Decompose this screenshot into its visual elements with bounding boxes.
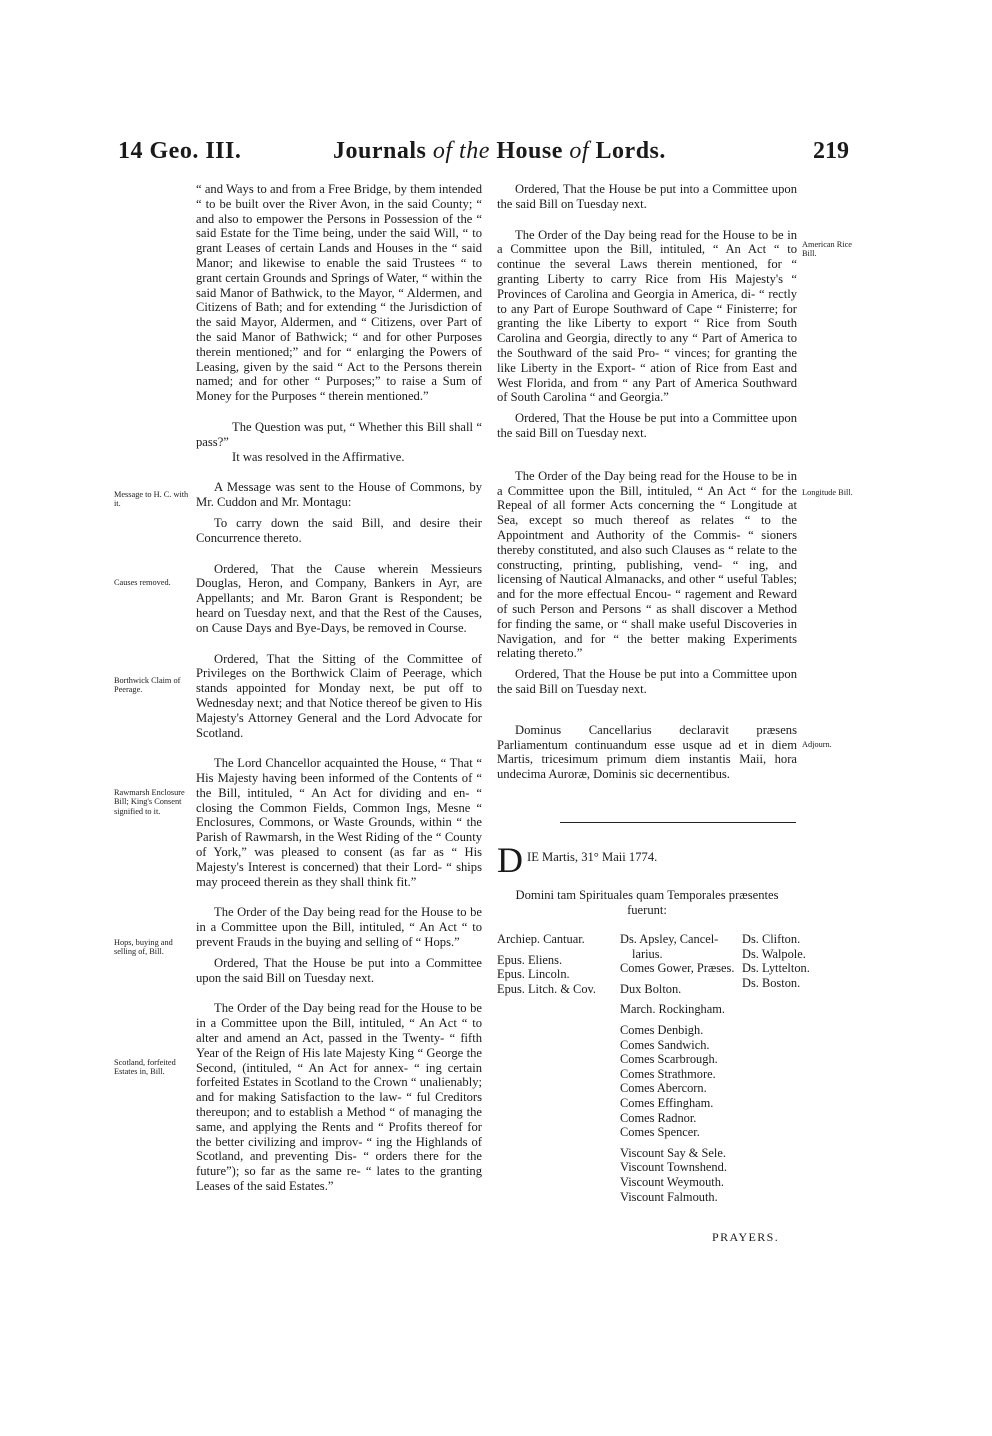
right-column xyxy=(497,182,797,782)
attendee: larius. xyxy=(632,946,663,961)
margin-note-borthwick: Borthwick Claim of Peerage. xyxy=(114,676,181,695)
sitting-heading xyxy=(497,842,797,918)
resolution-text: It was resolved in the Affirmative. xyxy=(232,449,405,464)
attendee: Archiep. Cantuar. xyxy=(497,932,585,946)
margin-note-adjourn: Adjourn. xyxy=(802,740,832,749)
bathwick-bill-text: “ and Ways to and from a Free Bridge, by them intended “ to be built over the River Avon, in the said County; “ and also to empower the Persons in Possession of the “ said Estate for the Time being, under the said Will, “ to grant Leases of certain Lands and Houses in the “ said Manor; and likewise to enable the said Trustees “ to grant certain Grounds and Springs of Water, “ within the said Manor of Bathwick, to the Mayor, “ Aldermen, and Citizens of Bath; and for extending “ the Jurisdiction of the said Mayor, Aldermen, and “ Citizens, over Part of the said Manor of Bathwick; “ and for other Purposes therein mentioned;” and for “ enlarging the Powers of Leasing, given by the said “ Act to the Persons therein named; and for other “ Purposes;” to raise a Sum of Money for the Purposes “ therein mentioned.” xyxy=(196,182,482,404)
margin-note-message: Message to H. C. with it. xyxy=(114,490,189,509)
attendance-list-spiritual xyxy=(497,932,615,996)
message-text: A Message was sent to the House of Commons, by Mr. Cuddon and Mr. Montagu: xyxy=(196,480,482,510)
attendee: Comes Abercorn. xyxy=(620,1081,707,1096)
attendee: Ds. Clifton. xyxy=(742,932,801,946)
margin-note-rice: American Rice Bill. xyxy=(802,240,852,259)
ordered-committee-3: Ordered, That the House be put into a Committee upon the said Bill on Tuesday next. xyxy=(497,667,797,696)
attendance-list-temporal xyxy=(620,932,738,1204)
attendee: March. Rockingham. xyxy=(620,1002,725,1017)
margin-note-scotland: Scotland, forfeited Estates in, Bill. xyxy=(114,1058,176,1077)
attendee: Comes Sandwich. xyxy=(620,1037,710,1052)
attendee: Ds. Lyttelton. xyxy=(742,961,810,976)
attendance-list-barons xyxy=(742,932,812,990)
longitude-order-of-day: The Order of the Day being read for the House to be in a Committee upon the Bill, intituled, “ An Act “ for the Repeal of all former Acts concerning the “ Longitude at Sea, except so much thereof as relates “ to the Appointment and Authority of the Commis- “ sioners thereby constituted, and also such Clauses as “ relate to the constructing, printing, publishing, vend- “ ing, and licensing of Nautical Almanacks, and other “ useful Tables; and for the more effectual Encou- “ ragement and Reward of such Person and Persons “ as shall discover a Method for finding the same, or “ shall make useful Discoveries in Navigation, and for “ the better making Experiments relating thereto.” xyxy=(497,468,797,661)
adjournment-text: Dominus Cancellarius declaravit præsens Parliamentum continuandum esse usque ad et in diem Martis, tricesimum primum diem instantis Maii, hora undecima Auroræ, Dominis sic decernentibus. xyxy=(497,722,797,782)
rice-order-of-day: The Order of the Day being read for the House to be in a Committee upon the Bill, intituled, “ An Act “ to continue the several Laws therein mentioned, for “ granting Liberty to carry Rice from His Majesty's “ Provinces of Carolina and Georgia in America, di- “ rectly to any Part of Europe Southward of Cape “ Finisterre; for granting the like Liberty to export “ Rice from South Carolina and Georgia, directly to any “ Part of America to the Southward of the said Pro- “ vinces; for granting the like Liberty in the Export- “ ation of Rice from East and West Florida, and from “ any Part of America Southward of South Carolina “ and Georgia.” xyxy=(497,227,797,405)
attendee: Comes Radnor. xyxy=(620,1110,697,1125)
page-number: 219 xyxy=(813,138,849,164)
attendee: Comes Denbigh. xyxy=(620,1022,704,1037)
causes-order: Ordered, That the Cause wherein Messieurs Douglas, Heron, and Company, Bankers in Ayr, are Appellants; and Mr. Baron Grant is Respondent; be heard on Tuesday next, and that the Rest of the Causes, on Cause Days and Bye-Days, be removed in Course. xyxy=(196,561,482,635)
drop-cap: D xyxy=(497,840,523,880)
rawmarsh-consent: The Lord Chancellor acquainted the House, “ That “ His Majesty having been informed of the Contents of “ the Bill, intituled, “ An Act for dividing and en- “ closing the Common Fields, Common Ings, Mesne “ Enclosures, Commons, or Waste Grounds, within “ the Parish of Rawmarsh, in the West Riding of the “ County of York,” was pleased to consent (as far as “ His Majesty's Interest is concerned) that their Lord- “ ships may proceed therein as they shall think fit.” xyxy=(196,756,482,889)
attendee: Epus. Litch. & Cov. xyxy=(497,981,597,996)
section-divider xyxy=(560,822,796,823)
margin-note-longitude: Longitude Bill. xyxy=(802,488,853,497)
attendee: Ds. Boston. xyxy=(742,975,801,990)
attendee: Comes Effingham. xyxy=(620,1095,714,1110)
attendee: Comes Gower, Præses. xyxy=(620,961,735,976)
attendee: Comes Spencer. xyxy=(620,1125,700,1140)
scotland-order-of-day: The Order of the Day being read for the House to be in a Committee upon the Bill, intituled, “ An Act “ to alter and amend an Act, passed in the Twenty- “ fifth Year of the Reign of His late Majesty King “ George the Second, (intituled, “ An Act for annex- “ ing certain forfeited Estates in Scotland to the Crown “ unalienably; and for making Satisfaction to the law- “ ful Creditors thereupon; and to establish a Method “ of managing the same, and applying the Rents and “ Profits thereof for the better civilizing and improv- “ ing the Highlands of Scotland, and preventing Dis- “ orders there for the future”); so far as the same re- “ lates to the granting Leases of the said Estates.” xyxy=(196,1001,482,1194)
left-column xyxy=(196,182,482,1194)
attendee: Epus. Lincoln. xyxy=(497,967,570,982)
margin-note-hops: Hops, buying and selling of, Bill. xyxy=(114,938,173,957)
question-text: The Question was put, “ Whether this Bill shall “ pass?” xyxy=(196,419,482,449)
attendee: Viscount Falmouth. xyxy=(620,1189,718,1204)
attendance-heading: Domini tam Spirituales quam Temporales præsentes fuerunt: xyxy=(515,888,779,917)
margin-note-rawmarsh: Rawmarsh Enclosure Bill; King's Consent signified to it. xyxy=(114,788,185,816)
regnal-year: 14 Geo. III. xyxy=(118,138,242,164)
ordered-committee-2: Ordered, That the House be put into a Committee upon the said Bill on Tuesday next. xyxy=(497,411,797,440)
attendee: Viscount Townshend. xyxy=(620,1160,727,1175)
hops-order-of-day: The Order of the Day being read for the House to be in a Committee upon the Bill, intituled, “ An Act “ to prevent Frauds in the buying and selling of “ Hops.” xyxy=(196,905,482,950)
attendee: Viscount Say & Sele. xyxy=(620,1145,726,1160)
borthwick-order: Ordered, That the Sitting of the Committee of Privileges on the Borthwick Claim of Peerage, which stands appointed for Monday next, be put off to Wednesday next; and that Notice thereof be given to His Majesty's Attorney General and the Lord Advocate for Scotland. xyxy=(196,651,482,740)
message-instruction: To carry down the said Bill, and desire their Concurrence thereto. xyxy=(196,515,482,545)
margin-note-causes: Causes removed. xyxy=(114,578,171,587)
attendee: Ds. Walpole. xyxy=(742,946,806,961)
hops-ordered: Ordered, That the House be put into a Committee upon the said Bill on Tuesday next. xyxy=(196,955,482,985)
attendee: Epus. Eliens. xyxy=(497,952,563,967)
ordered-committee-1: Ordered, That the House be put into a Committee upon the said Bill on Tuesday next. xyxy=(497,182,797,211)
catchword: PRAYERS. xyxy=(712,1230,780,1244)
journal-title: Journals of the House of Lords. xyxy=(333,138,666,164)
page-header xyxy=(118,138,848,174)
attendee: Dux Bolton. xyxy=(620,981,682,996)
sitting-date: IE Martis, 31° Maii 1774. xyxy=(527,850,658,864)
attendee: Comes Strathmore. xyxy=(620,1066,716,1081)
attendee: Ds. Apsley, Cancel- xyxy=(620,932,719,946)
attendee: Comes Scarbrough. xyxy=(620,1052,718,1067)
attendee: Viscount Weymouth. xyxy=(620,1174,725,1189)
